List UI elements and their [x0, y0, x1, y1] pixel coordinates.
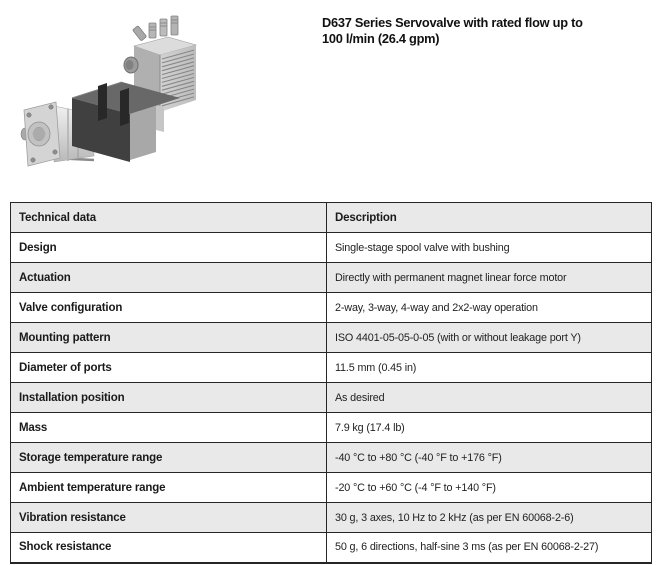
round-connector-icon [124, 57, 138, 73]
table-row-storage-temperature-range [11, 443, 652, 473]
description-cell: 30 g, 3 axes, 10 Hz to 2 kHz (as per EN 60068-2-6) [327, 503, 652, 533]
table-row-mounting-pattern [11, 323, 652, 353]
technical-data-table [10, 202, 652, 564]
column-header-technical-data: Technical data [11, 203, 327, 233]
tech-label-cell: Shock resistance [11, 533, 327, 563]
valve-flange [21, 102, 60, 166]
table-row-actuation [11, 263, 652, 293]
description-cell: 11.5 mm (0.45 in) [327, 353, 652, 383]
title-line-1: D637 Series Servovalve with rated flow up to [322, 15, 583, 30]
column-header-description: Description [327, 203, 652, 233]
description-cell: Directly with permanent magnet linear force motor [327, 263, 652, 293]
tech-label-cell: Mounting pattern [11, 323, 327, 353]
table-row-shock-resistance [11, 533, 652, 563]
title-line-2: 100 l/min (26.4 gpm) [322, 31, 440, 46]
tech-label-cell: Valve configuration [11, 293, 327, 323]
connector-pins-icon [133, 16, 178, 41]
description-cell: 2-way, 3-way, 4-way and 2x2-way operation [327, 293, 652, 323]
page-title [322, 15, 656, 47]
tech-label-cell: Actuation [11, 263, 327, 293]
tech-label-cell: Vibration resistance [11, 503, 327, 533]
description-cell: ISO 4401-05-05-0-05 (with or without leakage port Y) [327, 323, 652, 353]
servovalve-product-image [8, 6, 300, 191]
table-row-ambient-temperature-range [11, 473, 652, 503]
block-slot-icon [120, 88, 129, 126]
table-row-diameter-of-ports [11, 353, 652, 383]
tech-label-cell: Installation position [11, 383, 327, 413]
table-row-vibration-resistance [11, 503, 652, 533]
table-header-row [11, 203, 652, 233]
table-row-mass [11, 413, 652, 443]
tech-label-cell: Ambient temperature range [11, 473, 327, 503]
description-cell: 50 g, 6 directions, half-sine 3 ms (as per EN 60068-2-27) [327, 533, 652, 563]
description-cell: Single-stage spool valve with bushing [327, 233, 652, 263]
description-cell: -20 °C to +60 °C (-4 °F to +140 °F) [327, 473, 652, 503]
table-row-design [11, 233, 652, 263]
table-row-valve-configuration [11, 293, 652, 323]
tech-label-cell: Diameter of ports [11, 353, 327, 383]
tech-label-cell: Design [11, 233, 327, 263]
table-row-installation-position [11, 383, 652, 413]
description-cell: As desired [327, 383, 652, 413]
tech-label-cell: Storage temperature range [11, 443, 327, 473]
block-slot-icon [98, 83, 107, 121]
description-cell: 7.9 kg (17.4 lb) [327, 413, 652, 443]
tech-label-cell: Mass [11, 413, 327, 443]
description-cell: -40 °C to +80 °C (-40 °F to +176 °F) [327, 443, 652, 473]
